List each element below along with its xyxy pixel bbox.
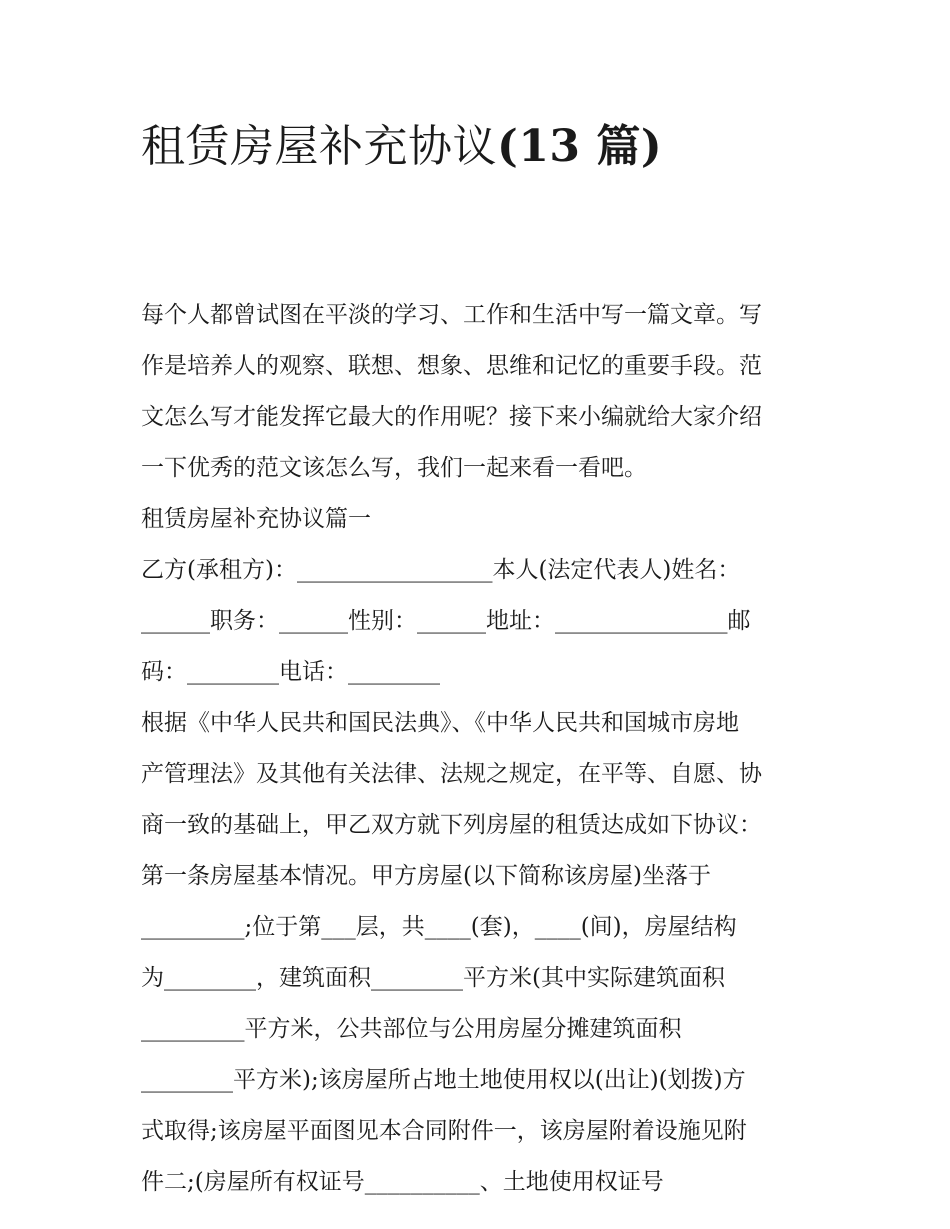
article-line: 式取得;该房屋平面图见本合同附件一，该房屋附着设施见附 [141, 1118, 747, 1144]
legal-basis-paragraph [141, 698, 821, 851]
article-line: 第一条房屋基本情况。甲方房屋(以下简称该房屋)坐落于 [141, 863, 711, 889]
article-line: _________平方米，公共部位与公用房屋分摊建筑面积 [141, 1016, 682, 1042]
party-info-paragraph [141, 545, 821, 698]
article-line: _________;位于第___层，共____(套)，____(间)，房屋结构 [141, 914, 737, 940]
party-line: 码：________电话：________ [141, 659, 440, 685]
article-one-paragraph [141, 851, 821, 1208]
title-main: 租赁房屋补充协议 [141, 121, 497, 172]
intro-line: 一下优秀的范文该怎么写，我们一起来看一看吧。 [141, 455, 647, 481]
article-line: 件二;(房屋所有权证号__________、土地使用权证号 [141, 1169, 664, 1195]
document-page [141, 112, 821, 1208]
basis-line: 根据《中华人民共和国民法典》、《中华人民共和国城市房地 [141, 710, 739, 736]
party-line: 乙方(承租方)：_________________本人(法定代表人)姓名： [141, 557, 741, 583]
intro-paragraph [141, 188, 821, 494]
party-line: ______职务：______性别：______地址：_______________邮 [141, 608, 751, 634]
section-heading [141, 494, 821, 545]
document-title [141, 112, 821, 182]
basis-line: 商一致的基础上，甲乙双方就下列房屋的租赁达成如下协议： [141, 812, 762, 838]
title-suffix: (13 篇) [497, 121, 663, 172]
basis-line: 产管理法》及其他有关法律、法规之规定，在平等、自愿、协 [141, 761, 762, 787]
article-line: 为________，建筑面积________平方米(其中实际建筑面积 [141, 965, 725, 991]
section-heading-text: 租赁房屋补充协议篇一 [141, 506, 371, 532]
intro-line: 每个人都曾试图在平淡的学习、工作和生活中写一篇文章。写 [141, 302, 762, 328]
intro-line: 文怎么写才能发挥它最大的作用呢？接下来小编就给大家介绍 [141, 404, 762, 430]
article-line: ________平方米);该房屋所占地土地使用权以(出让)(划拨)方 [141, 1067, 746, 1093]
intro-line: 作是培养人的观察、联想、想象、思维和记忆的重要手段。范 [141, 353, 762, 379]
